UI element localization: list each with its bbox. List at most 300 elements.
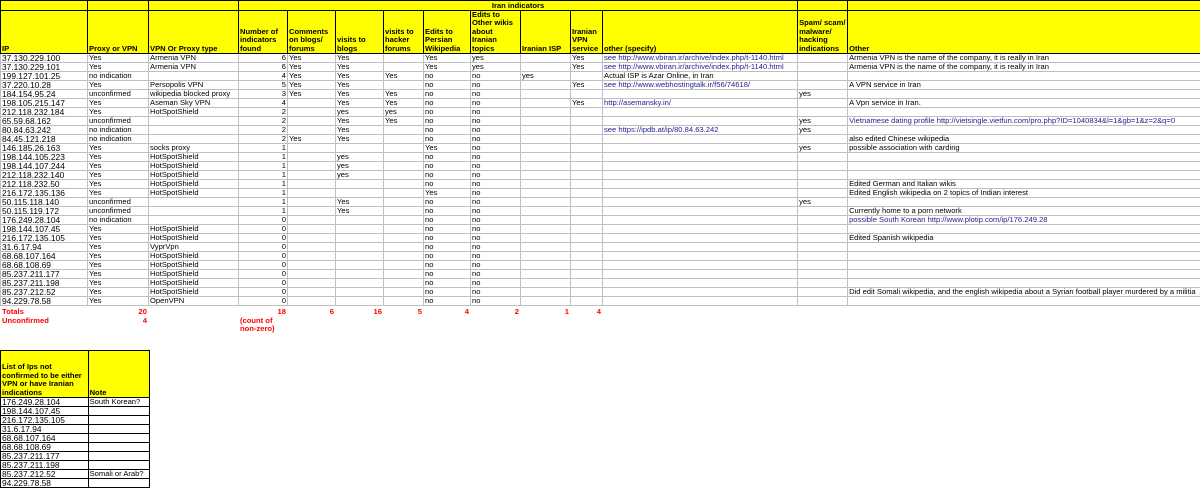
spam-cell [798,207,848,216]
comments-cell [288,297,336,306]
header-spacer [149,1,239,11]
other-notes-cell [848,90,1200,99]
other-wikis-cell: no [471,90,521,99]
vpn-type-cell: HotSpotShield [149,162,239,171]
table-row [1,126,1200,135]
proxy-cell: Yes [88,180,149,189]
header-spacer [88,1,149,11]
hacker-forums-cell [384,261,424,270]
hacker-forums-cell [384,225,424,234]
total-persian: 4 [464,307,469,317]
other-wikis-cell: no [471,180,521,189]
persian-wiki-cell: no [424,135,471,144]
other-wikis-cell: no [471,108,521,117]
indicator-count-cell: 4 [239,72,288,81]
iranian-vpn-cell [571,225,603,234]
hacker-forums-cell [384,153,424,162]
blogs-cell [336,261,384,270]
header-spacer [848,1,1200,11]
other-specify-cell: Actual ISP is Azar Online, in Iran [603,72,798,81]
other-wikis-cell: no [471,126,521,135]
spam-cell [798,81,848,90]
indicator-count-cell: 0 [239,279,288,288]
hacker-forums-cell: Yes [384,72,424,81]
iranian-vpn-cell: Yes [571,54,603,63]
blogs-cell: yes [336,162,384,171]
other-wikis-cell: no [471,72,521,81]
spam-cell [798,171,848,180]
hacker-forums-cell [384,207,424,216]
other-specify-cell [603,171,798,180]
empty-cell [471,317,521,340]
note-header: Note [88,351,149,398]
spam-cell [798,279,848,288]
other-specify-cell [603,225,798,234]
blogs-cell: Yes [336,135,384,144]
blogs-cell [336,234,384,243]
ip-cell: 85.237.211.198 [1,279,88,288]
other-specify-cell [603,108,798,117]
persian-wiki-cell: no [424,234,471,243]
vpn-type-cell: HotSpotShield [149,270,239,279]
blogs-cell [336,288,384,297]
table-row [1,225,1200,234]
comments-cell [288,117,336,126]
iranian-vpn-cell [571,198,603,207]
indicator-count-cell: 1 [239,162,288,171]
proxy-cell: Yes [88,189,149,198]
total-blogs: 16 [373,307,382,317]
table-row [1,189,1200,198]
other-wikis-cell: yes [471,63,521,72]
spam-cell: yes [798,126,848,135]
vpn-type-cell: HotSpotShield [149,252,239,261]
other-wikis-cell: no [471,99,521,108]
other-notes-cell: Armenia VPN is the name of the company, it is really in Iran [848,63,1200,72]
column-header: IP [1,11,88,54]
table-row [1,279,1200,288]
unconfirmed-note [88,425,149,434]
iranian-vpn-cell: Yes [571,63,603,72]
unconfirmed-ip: 68.68.107.164 [1,434,89,443]
comments-cell [288,243,336,252]
blogs-cell: Yes [336,72,384,81]
vpn-type-cell: socks proxy [149,144,239,153]
vpn-type-cell: HotSpotShield [149,234,239,243]
indicator-count-cell: 0 [239,216,288,225]
blogs-cell: Yes [336,54,384,63]
proxy-cell: unconfirmed [88,117,149,126]
vpn-type-cell: OpenVPN [149,297,239,306]
iranian-vpn-cell [571,171,603,180]
proxy-cell: Yes [88,171,149,180]
vpn-type-cell [149,117,239,126]
unconfirmed-note [88,434,149,443]
ip-cell: 212.118.232.50 [1,180,88,189]
hacker-forums-cell [384,252,424,261]
iranian-isp-cell [521,279,571,288]
blogs-cell [336,243,384,252]
comments-cell: Yes [288,81,336,90]
list-item [1,470,150,479]
blogs-cell [336,180,384,189]
empty-cell [848,317,1200,340]
hacker-forums-cell [384,162,424,171]
comments-cell [288,153,336,162]
ip-cell: 198.144.107.244 [1,162,88,171]
other-wikis-cell: no [471,252,521,261]
indicator-count-cell: 6 [239,63,288,72]
blogs-cell: Yes [336,126,384,135]
vpn-type-cell: HotSpotShield [149,189,239,198]
hacker-forums-cell [384,54,424,63]
iranian-isp-cell [521,162,571,171]
other-wikis-cell: no [471,189,521,198]
spam-cell: yes [798,144,848,153]
comments-cell [288,207,336,216]
spam-cell: yes [798,117,848,126]
indicator-count-cell: 1 [239,180,288,189]
list-item [1,461,150,470]
comments-cell: Yes [288,63,336,72]
hacker-forums-cell [384,180,424,189]
comments-cell: Yes [288,54,336,63]
vpn-type-cell: HotSpotShield [149,153,239,162]
vpn-type-cell: HotSpotShield [149,108,239,117]
spam-cell [798,288,848,297]
total-label: Totals [2,307,24,317]
other-wikis-cell: no [471,270,521,279]
iranian-isp-cell [521,225,571,234]
spam-cell [798,153,848,162]
other-specify-cell: see http://www.webhostingtalk.ir/f56/74618/ [603,81,798,90]
unconfirmed-note [88,479,149,488]
iranian-vpn-cell [571,234,603,243]
table-row [1,198,1200,207]
proxy-cell: Yes [88,279,149,288]
blogs-cell: yes [336,108,384,117]
indicator-count-cell: 5 [239,81,288,90]
hacker-forums-cell [384,297,424,306]
unconfirmed-ip: 94.229.78.58 [1,479,89,488]
other-wikis-cell: yes [471,54,521,63]
other-notes-cell [848,171,1200,180]
iranian-vpn-cell [571,189,603,198]
empty-cell [798,306,848,317]
other-notes-cell [848,153,1200,162]
iranian-isp-cell [521,261,571,270]
spam-cell [798,216,848,225]
persian-wiki-cell: no [424,216,471,225]
spam-cell [798,99,848,108]
other-notes-cell [848,270,1200,279]
column-header: Number of indicators found [239,11,288,54]
indicator-count-cell: 0 [239,225,288,234]
total-proxy: 20 [138,307,147,317]
iranian-isp-cell [521,243,571,252]
blogs-cell: Yes [336,63,384,72]
hacker-forums-cell [384,135,424,144]
total-isp: 1 [564,307,569,317]
ip-cell: 37.220.10.28 [1,81,88,90]
other-notes-cell [848,72,1200,81]
ip-cell: 176.249.28.104 [1,216,88,225]
blogs-cell [336,279,384,288]
ip-cell: 212.118.232.184 [1,108,88,117]
iranian-isp-cell [521,90,571,99]
persian-wiki-cell: no [424,252,471,261]
spam-cell [798,180,848,189]
iranian-isp-cell [521,108,571,117]
indicator-count-cell: 6 [239,54,288,63]
persian-wiki-cell: no [424,81,471,90]
hacker-forums-cell [384,216,424,225]
proxy-cell: Yes [88,252,149,261]
blogs-cell: Yes [336,90,384,99]
other-specify-cell [603,288,798,297]
indicator-count-cell: 2 [239,135,288,144]
iranian-vpn-cell [571,297,603,306]
iranian-isp-cell [521,297,571,306]
vpn-type-cell: HotSpotShield [149,180,239,189]
other-wikis-cell: no [471,144,521,153]
persian-wiki-cell: no [424,180,471,189]
count-note: (count of non-zero) [240,316,275,334]
persian-wiki-cell: no [424,171,471,180]
table-row [1,270,1200,279]
blogs-cell: Yes [336,99,384,108]
iranian-isp-cell [521,180,571,189]
hacker-forums-cell: Yes [384,117,424,126]
blogs-cell [336,225,384,234]
total-hacker: 5 [417,307,422,317]
table-row [1,162,1200,171]
table-row [1,207,1200,216]
column-header: Proxy or VPN [88,11,149,54]
other-wikis-cell: no [471,225,521,234]
persian-wiki-cell: no [424,90,471,99]
table-row [1,288,1200,297]
column-header: visits to hacker forums [384,11,424,54]
unconfirmed-ip: 85.237.211.198 [1,461,89,470]
empty-cell [603,306,798,317]
other-specify-cell [603,234,798,243]
unconfirmed-note [88,416,149,425]
comments-cell: Yes [288,72,336,81]
other-wikis-cell: no [471,117,521,126]
unconfirmed-note: Somali or Arab? [88,470,149,479]
indicator-count-cell: 4 [239,99,288,108]
iranian-isp-cell [521,234,571,243]
persian-wiki-cell: no [424,198,471,207]
total-num: 18 [277,307,286,317]
persian-wiki-cell: no [424,72,471,81]
spam-cell: yes [798,198,848,207]
spam-cell: yes [798,90,848,99]
iranian-vpn-cell [571,135,603,144]
empty-cell [571,317,603,340]
spam-cell [798,54,848,63]
list-item [1,443,150,452]
iranian-isp-cell [521,135,571,144]
unconfirmed-label: Unconfirmed [2,316,49,326]
vpn-type-cell [149,126,239,135]
spam-cell [798,270,848,279]
hacker-forums-cell [384,189,424,198]
vpn-type-cell: wikipedia blocked proxy [149,90,239,99]
list-item [1,425,150,434]
table-row [1,243,1200,252]
table-row [1,99,1200,108]
list-item [1,416,150,425]
persian-wiki-cell: no [424,297,471,306]
ip-cell: 84.45.121.218 [1,135,88,144]
hacker-forums-cell [384,243,424,252]
iranian-isp-cell [521,171,571,180]
other-notes-cell: A VPN service in Iran [848,81,1200,90]
empty-cell [149,317,239,340]
ip-cell: 80.84.63.242 [1,126,88,135]
ip-cell: 50.115.118.140 [1,198,88,207]
other-notes-cell: A Vpn service in Iran. [848,99,1200,108]
persian-wiki-cell: no [424,162,471,171]
spam-cell [798,243,848,252]
other-wikis-cell: no [471,297,521,306]
comments-cell [288,126,336,135]
ip-cell: 198.105.215.147 [1,99,88,108]
other-specify-cell [603,297,798,306]
other-wikis-cell: no [471,198,521,207]
column-header: Iranian ISP [521,11,571,54]
persian-wiki-cell: no [424,99,471,108]
other-notes-cell [848,198,1200,207]
empty-cell [149,306,239,317]
persian-wiki-cell: no [424,270,471,279]
proxy-cell: Yes [88,261,149,270]
comments-cell [288,252,336,261]
other-notes-cell [848,243,1200,252]
iranian-isp-cell [521,252,571,261]
ip-cell: 65.59.68.162 [1,117,88,126]
other-wikis-cell: no [471,279,521,288]
blogs-cell: Yes [336,207,384,216]
proxy-cell: no indication [88,216,149,225]
column-header: Edits to Other wikis about Iranian topics [471,11,521,54]
other-specify-cell [603,207,798,216]
comments-cell [288,234,336,243]
blogs-cell [336,252,384,261]
table-row [1,180,1200,189]
ip-cell: 68.68.108.69 [1,261,88,270]
iranian-isp-cell [521,99,571,108]
other-wikis-cell: no [471,261,521,270]
spam-cell [798,135,848,144]
persian-wiki-cell: no [424,117,471,126]
total-vpn: 4 [596,307,601,317]
comments-cell [288,198,336,207]
other-specify-cell: see https://ipdb.at/ip/80.84.63.242 [603,126,798,135]
empty-cell [798,317,848,340]
unconfirmed-note [88,407,149,416]
table-row [1,252,1200,261]
list-item [1,398,150,407]
comments-cell [288,180,336,189]
ip-cell: 212.118.232.140 [1,171,88,180]
unconfirmed-note: South Korean? [88,398,149,407]
hacker-forums-cell [384,144,424,153]
other-wikis-cell: no [471,135,521,144]
other-notes-cell: possible South Korean http://www.plotip.com/ip/176.249.28 [848,216,1200,225]
indicator-count-cell: 0 [239,252,288,261]
other-notes-cell [848,108,1200,117]
other-specify-cell [603,270,798,279]
iranian-isp-cell [521,117,571,126]
indicator-count-cell: 1 [239,171,288,180]
unconfirmed-list-header: List of Ips not confirmed to be either VPN or have Iranian indications [1,351,89,398]
other-specify-cell [603,252,798,261]
other-wikis-cell: no [471,288,521,297]
persian-wiki-cell: no [424,243,471,252]
comments-cell [288,279,336,288]
other-specify-cell: see http://www.vbiran.ir/archive/index.php/t-1140.html [603,54,798,63]
iranian-vpn-cell [571,117,603,126]
list-item [1,479,150,488]
hacker-forums-cell [384,270,424,279]
persian-wiki-cell: no [424,225,471,234]
spam-cell [798,261,848,270]
proxy-cell: Yes [88,144,149,153]
empty-cell [336,317,384,340]
proxy-cell: Yes [88,54,149,63]
vpn-type-cell: HotSpotShield [149,288,239,297]
other-notes-cell: possible association with carding [848,144,1200,153]
spam-cell [798,234,848,243]
iran-indicators-group-header: Iran indicators [239,1,798,11]
column-header: Iranian VPN service [571,11,603,54]
column-header: Edits to Persian Wikipedia [424,11,471,54]
proxy-cell: Yes [88,243,149,252]
empty-cell [521,317,571,340]
other-specify-cell [603,243,798,252]
proxy-cell: Yes [88,63,149,72]
proxy-cell: Yes [88,270,149,279]
other-notes-cell: Armenia VPN is the name of the company, it is really in Iran [848,54,1200,63]
spam-cell [798,162,848,171]
indicator-count-cell: 0 [239,270,288,279]
vpn-type-cell [149,135,239,144]
iranian-vpn-cell [571,252,603,261]
proxy-cell: Yes [88,81,149,90]
column-header: VPN Or Proxy type [149,11,239,54]
table-row [1,90,1200,99]
total-other_wikis: 2 [514,307,519,317]
ip-cell: 37.130.229.101 [1,63,88,72]
persian-wiki-cell: Yes [424,54,471,63]
vpn-type-cell [149,198,239,207]
unconfirmed-note [88,461,149,470]
hacker-forums-cell [384,198,424,207]
list-item [1,452,150,461]
table-row [1,261,1200,270]
indicator-count-cell: 2 [239,117,288,126]
persian-wiki-cell: no [424,126,471,135]
unconfirmed-ip-list [0,350,150,488]
other-notes-cell [848,279,1200,288]
hacker-forums-cell [384,81,424,90]
iranian-isp-cell [521,153,571,162]
comments-cell [288,270,336,279]
iranian-vpn-cell [571,279,603,288]
